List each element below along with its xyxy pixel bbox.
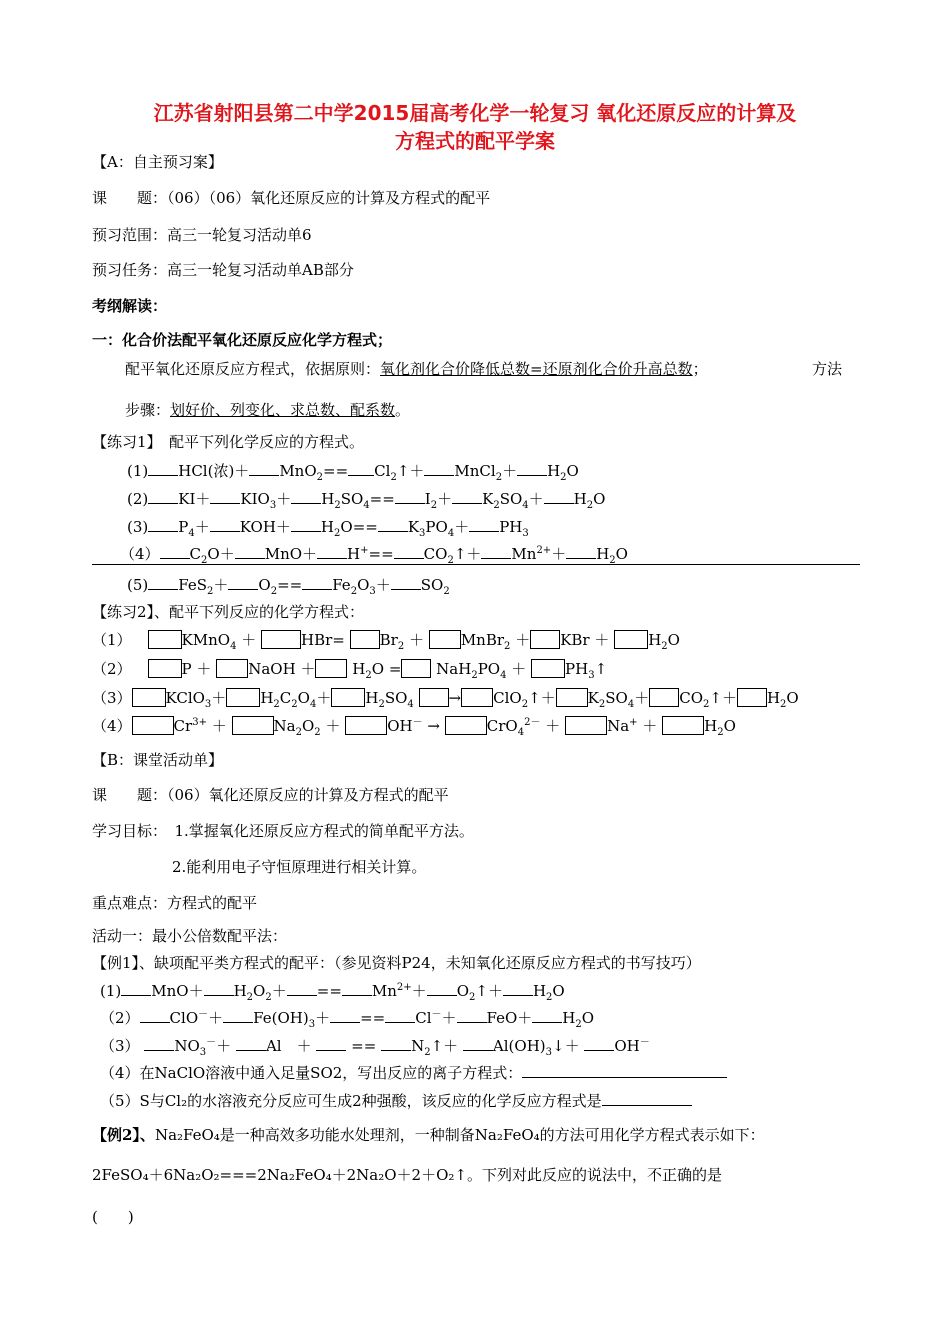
practice1-eq1: (1) HCl(浓)＋ $MnO_2== Cl_2↑+$ MnCl$_2$＋ $H_2O$	[127, 462, 579, 483]
outline-heading: 考纲解读：	[92, 297, 168, 315]
section-b-topic: 课 题：（06）氧化还原反应的计算及方程式的配平	[92, 786, 449, 804]
steps-line	[125, 400, 410, 420]
method-label: 方法	[812, 360, 843, 378]
preview-scope: 预习范围：高三一轮复习活动单6	[92, 226, 312, 244]
example2-equation: 2FeSO₄＋6Na₂O₂===2Na₂FeO₄＋2Na₂O＋2＋O₂↑。下列对此反应的说法中，不正确的是	[92, 1166, 722, 1184]
practice1-eq2: (2) $KI+ KIO_3+ H_2SO_4== I_2+ K_2SO_4+ H_2O$	[127, 490, 606, 511]
topic-line: 课 题：（06）（06）氧化还原反应的计算及方程式的配平	[92, 189, 491, 207]
practice2-r4: （4） $Cr^{3+} + Na_2O_2 + OH^- \to CrO_4^{2-} + Na^+ + H_2O$	[92, 717, 736, 738]
principle-line	[125, 359, 708, 379]
learning-goal-1: 学习目标： 1.掌握氧化还原反应方程式的简单配平方法。	[92, 822, 474, 840]
section-b-heading: 【B：课堂活动单】	[92, 751, 224, 769]
practice1-eq4: （4） $C_2O+ MnO+ H^+==$ $CO_2↑+ Mn^{2+}+ H_2O$	[120, 545, 628, 566]
divider-line	[92, 564, 860, 565]
example1-e4: （4）在NaClO溶液中通入足量SO2，写出反应的离子方程式：	[100, 1063, 727, 1083]
choice-paren: ( )	[92, 1208, 134, 1226]
learning-goal-2: 2.能利用电子守恒原理进行相关计算。	[172, 858, 427, 876]
principle-prefix: 配平氧化还原反应方程式，依据原则：	[125, 360, 381, 378]
steps-text: 划好价、列变化、求总数、配系数	[170, 401, 396, 419]
practice2-r2: （2） P ＋ NaOH ＋ $H_2O = NaH_2PO_4$ ＋ $PH_3↑$	[92, 660, 608, 681]
example1-e3: （3） $NO_3^-+ Al$ ＋ == $N_2↑+$ $Al(OH)_3↓+ OH^-$	[100, 1037, 650, 1058]
practice2-r3: （3） KClO$_3$＋ $H_2C_2O_4+ H_2SO_4$ → ClO$_2$↑＋ $K_2SO_4+$ $CO_2↑+ H_2O$	[92, 689, 799, 710]
steps-prefix: 步骤：	[125, 401, 171, 419]
practice1-heading: 【练习1】 配平下列化学反应的方程式。	[92, 433, 365, 451]
example1-e2: （2） $ClO^-+ Fe(OH)_3+ == Cl^-+ FeO+ H_2O$	[100, 1009, 595, 1030]
example1-e1: (1) $MnO+ H_2O_2+ == Mn^{2+}+$ $O_2↑+ H_2O$	[100, 982, 565, 1003]
practice2-r1: （1） KMnO$_4$ ＋ $HBr= Br_2$ ＋ MnBr$_2$ ＋ KBr ＋ $H_2O$	[92, 631, 680, 652]
item1-heading: 一：化合价法配平氧化还原反应化学方程式；	[92, 331, 393, 349]
practice1-eq3: (3) $P_4+ KOH+ H_2O== K_3PO_4+ PH_3$	[127, 518, 529, 539]
example1-heading: 【例1】、缺项配平类方程式的配平：（参见资料P24，未知氧化还原反应方程式的书写技巧）	[92, 954, 701, 972]
activity-one: 活动一：最小公倍数配平法：	[92, 927, 288, 945]
practice2-heading: 【练习2】、配平下列反应的化学方程式：	[92, 603, 365, 621]
principle-text: 氧化剂化合价降低总数=还原剂化合价升高总数	[380, 360, 693, 378]
document-title-line1: 江苏省射阳县第二中学2015届高考化学一轮复习 氧化还原反应的计算及	[153, 101, 797, 125]
principle-suffix: ；	[692, 360, 708, 378]
key-difficulty: 重点难点：方程式的配平	[92, 894, 258, 912]
answer-line[interactable]	[522, 1063, 727, 1078]
answer-line[interactable]	[602, 1091, 692, 1106]
section-a-heading: 【A：自主预习案】	[92, 153, 223, 171]
example2-line1: 【例2】、Na₂FeO₄是一种高效多功能水处理剂，一种制备Na₂FeO₄的方法可用化学方程式表示如下：	[92, 1126, 765, 1144]
document-title-line2: 方程式的配平学案	[395, 129, 555, 153]
example1-e5: （5）S与Cl₂的水溶液充分反应可生成2种强酸，该反应的化学反应方程式是	[100, 1091, 692, 1111]
practice1-eq5: (5) $FeS_2+ O_2== Fe_2O_3+ SO_2$	[127, 576, 450, 597]
preview-task: 预习任务：高三一轮复习活动单AB部分	[92, 261, 354, 279]
steps-suffix: 。	[395, 401, 411, 419]
